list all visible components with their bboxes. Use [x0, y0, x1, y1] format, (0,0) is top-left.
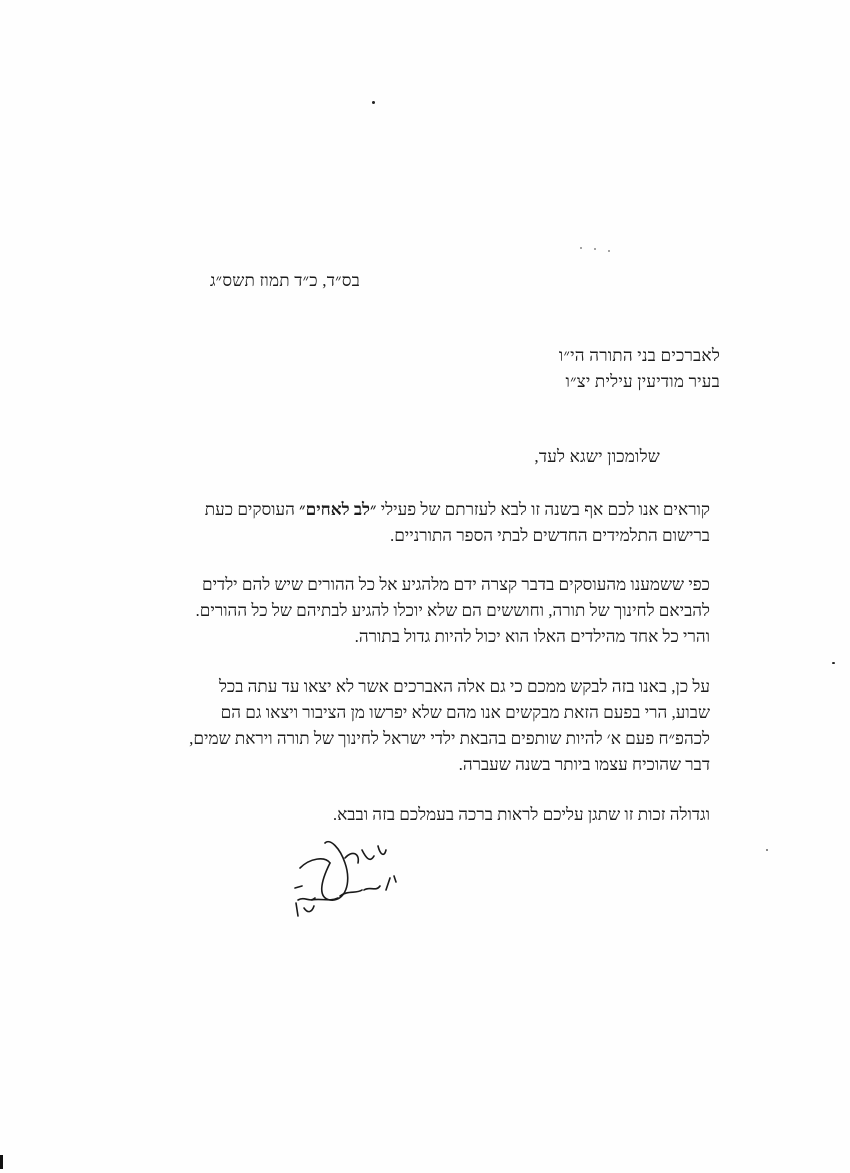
- paragraph-3-line-4: דבר שהוכיח עצמו ביותר בשנה שעברה.: [458, 755, 710, 774]
- paragraph-2-line-2: להביאם לחינוך של תורה, וחוששים הם שלא יוכלו להגיע לבתיהם של כל ההורים.: [195, 601, 710, 620]
- addressee-line-2: בעיר מודיעין עילית יצ״ו: [565, 372, 720, 391]
- scan-speck: [766, 849, 768, 851]
- paragraph-3-line-3: לכהפ״ח פעם א׳ להיות שותפים בהבאת ילדי ישראל לחינוך של תורה ויראת שמים,: [189, 729, 710, 748]
- scan-speck: [372, 101, 375, 104]
- paragraph-2: [30, 572, 710, 650]
- organization-name: ״לב לאחים״: [299, 500, 377, 519]
- letter-date: בס״ד, כ״ד תמוז תשס״ג: [209, 271, 360, 290]
- scan-speck: [608, 250, 610, 252]
- scan-speck: [594, 248, 596, 250]
- paragraph-2-line-3: והרי כל אחד מהילדים האלו הוא יכול להיות גדול בתורה.: [354, 627, 710, 646]
- paragraph-3: [30, 674, 710, 778]
- paragraph-1-text-b: העוסקים כעת: [204, 500, 300, 519]
- addressee-line-1: לאברכים בני התורה הי״ו: [558, 346, 720, 365]
- closing-line: וגדולה זכות זו שתגן עליכם לראות ברכה בעמלכם בזה ובבא.: [332, 805, 710, 824]
- paragraph-3-line-2: שבוע, הרי בפעם הזאת מבקשים אנו מהם שלא יפרשו מן הציבור ויצאו גם הם: [220, 703, 710, 722]
- paragraph-1: [30, 497, 710, 549]
- paragraph-1-line-1: [30, 497, 710, 523]
- paragraph-1-line-2: ברישום התלמידים החדשים לבתי הספר התורניים.: [389, 526, 710, 545]
- paragraph-1-text-a: קוראים אנו לכם אף בשנה זו לבא לעזרתם של פעילי: [376, 500, 710, 519]
- scan-speck: [832, 662, 835, 664]
- closing-paragraph: [30, 802, 710, 828]
- greeting: שלומכון ישגא לעד,: [534, 447, 660, 466]
- scan-speck: [580, 247, 582, 249]
- paragraph-2-line-1: כפי ששמענו מהעוסקים בדבר קצרה ידם מלהגיע אל כל ההורים שיש להם ילדים: [201, 575, 710, 594]
- handwritten-signature: [290, 828, 410, 928]
- paragraph-3-line-1: על כן, באנו בזה לבקש ממכם כי גם אלה האברכים אשר לא יצאו עד עתה בכל: [218, 677, 710, 696]
- scan-edge-mark: [0, 1155, 3, 1169]
